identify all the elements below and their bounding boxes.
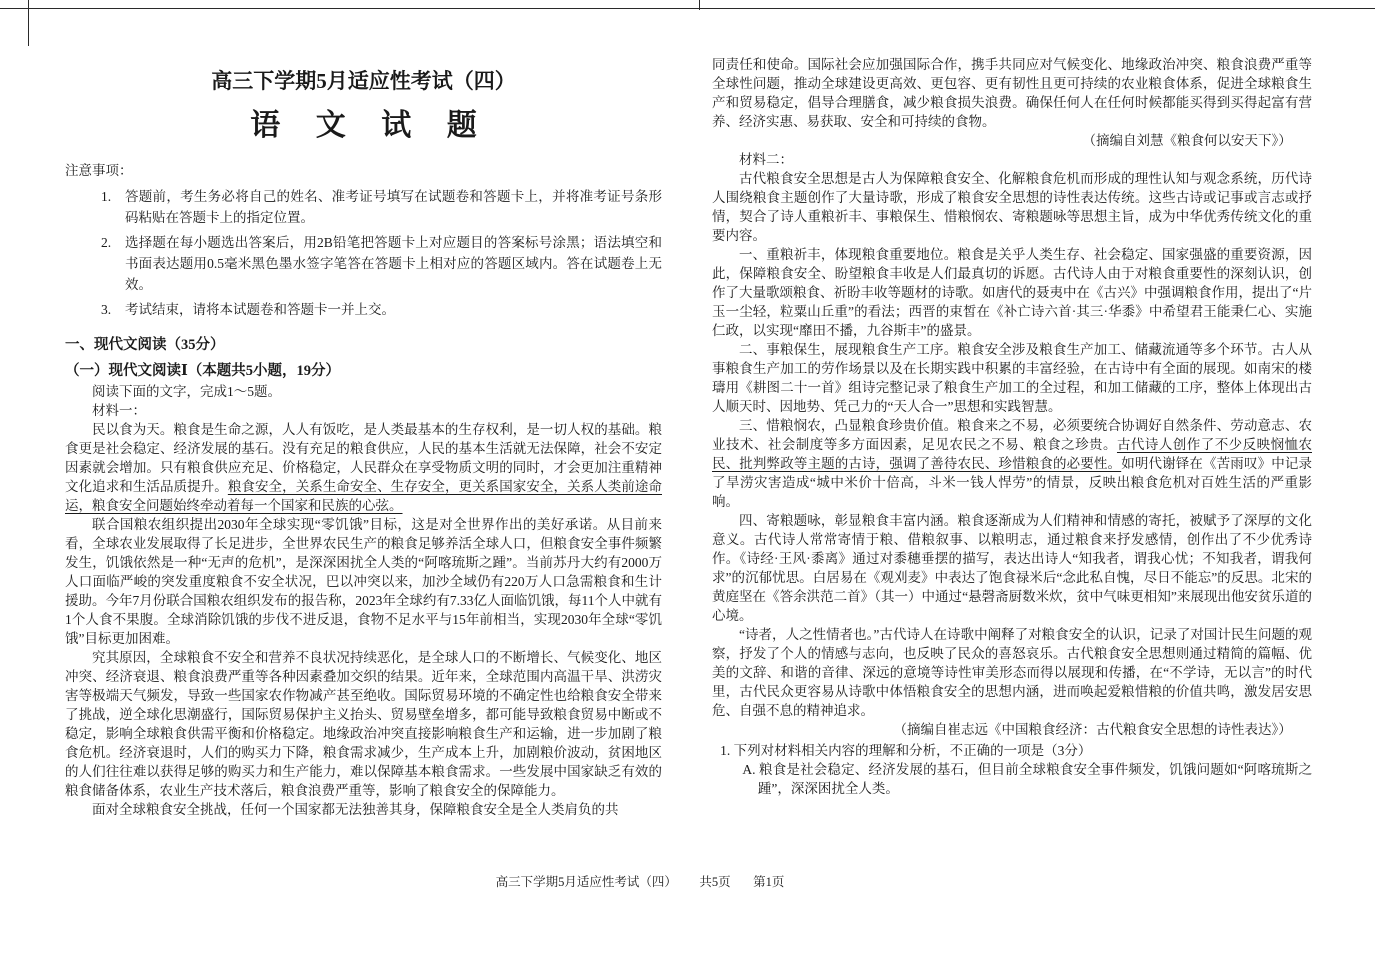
material1-paragraph-4: 面对全球粮食安全挑战，任何一个国家都无法独善其身，保障粮食安全是全人类肩负的共 bbox=[92, 802, 619, 817]
material1-paragraph-4-continued: 同责任和使命。国际社会应加强国际合作，携手共同应对气候变化、地缘政治冲突、粮食浪费严重等全球性问题，推动全球建设更高效、更包容、更有韧性且更可持续的农业粮食体系，促进全球粮食生产和贸易稳定，倡导合理膳食，减少粮食损失浪费。确保任何人在任何时候都能买得到买得起富有营养、经济实惠、易获取、安全和可持续的食物。 bbox=[712, 57, 1312, 129]
notice-item-1-number: 1. bbox=[101, 189, 112, 204]
material2-source-line: （摘编自崔志远《中国粮食经济：古代粮食安全思想的诗性表达》） bbox=[893, 722, 1292, 737]
material2-section-3-paragraph bbox=[712, 416, 1312, 511]
material1-p1-text: 民以食为天。粮食是生命之源，人人有饭吃，是人类最基本的生存权利，是一切人权的基础。粮食更是社会稳定、经济发展的基石。没有充足的粮食供应，人民的基本生活就无法保障，社会不安定因素就会增加。只有粮食供应充足、价格稳定，人民群众在享受物质文明的同时，才会更加注重精神文化追求和生活品质提升。 bbox=[65, 422, 662, 494]
footer-page-number: 第1页 bbox=[753, 875, 785, 889]
question-1 bbox=[712, 741, 1312, 798]
material2-label: 材料二： bbox=[739, 152, 793, 167]
left-column bbox=[65, 40, 662, 870]
material1-paragraph-2: 联合国粮农组织提出2030年全球实现“零饥饿”目标，这是对全世界作出的美好承诺。从目前来看，全球农业发展取得了长足进步，全世界农民生产的粮食足够养活全球人口，但粮食安全事件频繁发生，饥饿依然是一种“无声的危机”，是深深困扰全人类的“阿喀琉斯之踵”。当前苏丹大约有2000万人口面临严峻的突发重度粮食不安全状况，巴以冲突以来，加沙全域仍有220万人口急需粮食和生计援助。今年7月份联合国粮农组织发布的报告称，2023年全球约有7.33亿人面临饥饿，每11个人中就有1个人食不果腹。全球消除饥饿的步伐不进反退，食物不足水平与15年前相当，实现2030年全球“零饥饿”目标更加困难。 bbox=[65, 517, 662, 646]
page-footer bbox=[0, 872, 1280, 890]
material2-closing-paragraph: “诗者，人之性情者也。”古代诗人在诗歌中阐释了对粮食安全的认识，记录了对国计民生问题的观察，抒发了个人的情感与志向，也反映了民众的喜怒哀乐。古代粮食安全思想则通过精简的篇幅、优美的文辞、和谐的音律、深远的意境等诗性审美形态而得以展现和传播，在“不学诗，无以言”的时代里，古代民众更容易从诗歌中体悟粮食安全的思想内涵，进而唤起爱粮惜粮的价值共鸣，激发居安思危、自强不息的精神追求。 bbox=[712, 627, 1312, 718]
notice-item-2-number: 2. bbox=[101, 235, 112, 250]
material2-section-1-paragraph: 一、重粮祈丰，体现粮食重要地位。粮食是关乎人类生存、社会稳定、国家强盛的重要资源，因此，保障粮食安全、盼望粮食丰收是人们最真切的诉愿。古代诗人由于对粮食重要性的深刻认识，创作了大量歌颂粮食、祈盼丰收等题材的诗歌。如唐代的聂夷中在《古兴》中强调粮食作用，提出了“片玉一尘轻，粒粟山丘重”的看法；西晋的束皙在《补亡诗六首·其三·华黍》中希望君王能秉仁心、实施仁政，以实现“靡田不播，九谷斯丰”的盛景。 bbox=[712, 247, 1312, 338]
notice-item-1-text: 答题前，考生务必将自己的姓名、准考证号填写在试题卷和答题卡上，并将准考证号条形码粘贴在答题卡上的指定位置。 bbox=[125, 189, 662, 225]
notice-item-3 bbox=[101, 299, 662, 320]
center-corner-mark bbox=[699, 0, 700, 10]
material2-s3-text-after: 如明代谢铎在《苦雨叹》中记录了旱涝灾害造成“城中米价十倍高，斗米一钱人悍劳”的情景，反映出粮食危机对百姓生活的严重影响。 bbox=[712, 456, 1312, 509]
material2-section-4-paragraph: 四、寄粮题咏，彰显粮食丰富内涵。粮食逐渐成为人们精神和情感的寄托，被赋予了深厚的文化意义。古代诗人常常寄情于粮、借粮叙事、以粮明志，通过粮食来抒发感情，创作出了不少优秀诗作。《诗经·王风·黍离》通过对黍穗垂摆的描写，表达出诗人“知我者，谓我心忧；不知我者，谓我何求”的沉郁忧思。白居易在《观刈麦》中表达了饱食禄米后“念此私自愧，尽日不能忘”的反思。北宋的黄庭坚在《答余洪范二首》（其一）中通过“悬磬斋厨数米炊，贫中气味更相知”来展现出他安贫乐道的心境。 bbox=[712, 513, 1312, 623]
paper-title: 语 文 试 题 bbox=[250, 109, 491, 142]
notice-item-1 bbox=[101, 186, 662, 228]
material1-label: 材料一： bbox=[92, 403, 146, 418]
notice-item-3-number: 3. bbox=[101, 302, 112, 317]
notice-item-3-text: 考试结束，请将本试题卷和答题卡一并上交。 bbox=[125, 302, 395, 317]
material1-paragraph-3: 究其原因，全球粮食不安全和营养不良状况持续恶化，是全球人口的不断增长、气候变化、地区冲突、经济衰退、粮食浪费严重等各种因素叠加交织的结果。近年来，全球范围内高温干旱、洪涝灾害等极端天气频发，导致一些国家农作物减产甚至绝收。国际贸易环境的不确定性也给粮食安全带来了挑战，逆全球化思潮盛行，国际贸易保护主义抬头、贸易壁垒增多，都可能导致粮食贸易中断或不稳定，影响全球粮食供需平衡和价格稳定。地缘政治冲突直接影响粮食生产和运输，进一步加剧了粮食危机。经济衰退时，人们的购买力下降，粮食需求减少，生产成本上升，加剧粮价波动，贫困地区的人们往往难以获得足够的购买力和生产能力，难以保障基本粮食需求。一些发展中国家缺乏有效的粮食储备体系，农业生产技术落后，粮食浪费严重等，影响了粮食安全的保障能力。 bbox=[65, 650, 662, 798]
material2-section-2-paragraph: 二、事粮保生，展现粮食生产工序。粮食安全涉及粮食生产加工、储藏流通等多个环节。古人从事粮食生产加工的劳作场景以及在长期实践中积累的丰富经验，在古诗中有全面的展现。如南宋的楼璹用《耕图二十一首》组诗完整记录了粮食生产加工的全过程，和加工储藏的工序，整体上体现出古人顺天时、因地势、凭己力的“天人合一”思想和实践智慧。 bbox=[712, 342, 1312, 414]
material1-source-line: （摘编自刘慧《粮食何以安天下》） bbox=[1082, 133, 1292, 148]
notice-item-2 bbox=[101, 232, 662, 295]
footer-page-count: 共5页 bbox=[699, 875, 731, 889]
notice-item-2-text: 选择题在每小题选出答案后，用2B铅笔把答题卡上对应题目的答案标号涂黑；语法填空和书面表达题用0.5毫米黑色墨水签字笔答在答题卡上相对应的答题区域内。答在试题卷上无效。 bbox=[125, 235, 662, 292]
material2-s3-underlined-text: 古代诗人创作了不少反映悯恤农民、批判弊政等主题的古诗，强调了善待农民、珍惜粮食的必要性。 bbox=[712, 437, 1312, 471]
reading-instruction: 阅读下面的文字，完成1～5题。 bbox=[92, 384, 281, 399]
exam-title: 高三下学期5月适应性考试（四） bbox=[211, 69, 516, 93]
left-corner-mark bbox=[28, 0, 29, 46]
notice-heading: 注意事项： bbox=[65, 163, 133, 178]
material2-s3-text: 三、惜粮悯农，凸显粮食珍贵价值。粮食来之不易，必须要统合协调好自然条件、劳动意志、农业技术、社会制度等多方面因素，足见农民之不易、粮食之珍贵。 bbox=[712, 418, 1312, 452]
material1-p1-underlined-text: 粮食安全，关系生命安全、生存安全，更关系国家安全，关系人类前途命运，粮食安全问题始终牵动着每一个国家和民族的心弦。 bbox=[65, 479, 662, 513]
question-1-option-a: A. 粮食是社会稳定、经济发展的基石，但目前全球粮食安全事件频发，饥饿问题如“阿喀琉斯之踵”，深深困扰全人类。 bbox=[742, 762, 1312, 796]
notice-section bbox=[65, 161, 662, 320]
top-border-line bbox=[0, 8, 1375, 9]
right-column bbox=[712, 55, 1312, 885]
section-heading-modern-reading: 一、现代文阅读（35分） bbox=[65, 337, 225, 353]
material2-intro-paragraph: 古代粮食安全思想是古人为保障粮食安全、化解粮食危机而形成的理性认知与观念系统，历代诗人围绕粮食主题创作了大量诗歌，形成了粮食安全思想的诗性表达传统。这些古诗或记事或言志或抒情，契合了诗人重粮祈丰、事粮保生、惜粮悯农、寄粮题咏等思想主旨，成为中华优秀传统文化的重要内容。 bbox=[712, 171, 1312, 243]
subsection-heading-modern-reading-1: （一）现代文阅读Ⅰ（本题共5小题，19分） bbox=[65, 363, 341, 379]
footer-exam-name: 高三下学期5月适应性考试（四） bbox=[495, 875, 677, 889]
material1-paragraph-1 bbox=[65, 420, 662, 515]
question-1-stem: 1. 下列对材料相关内容的理解和分析，不正确的一项是（3分） bbox=[720, 743, 1092, 758]
